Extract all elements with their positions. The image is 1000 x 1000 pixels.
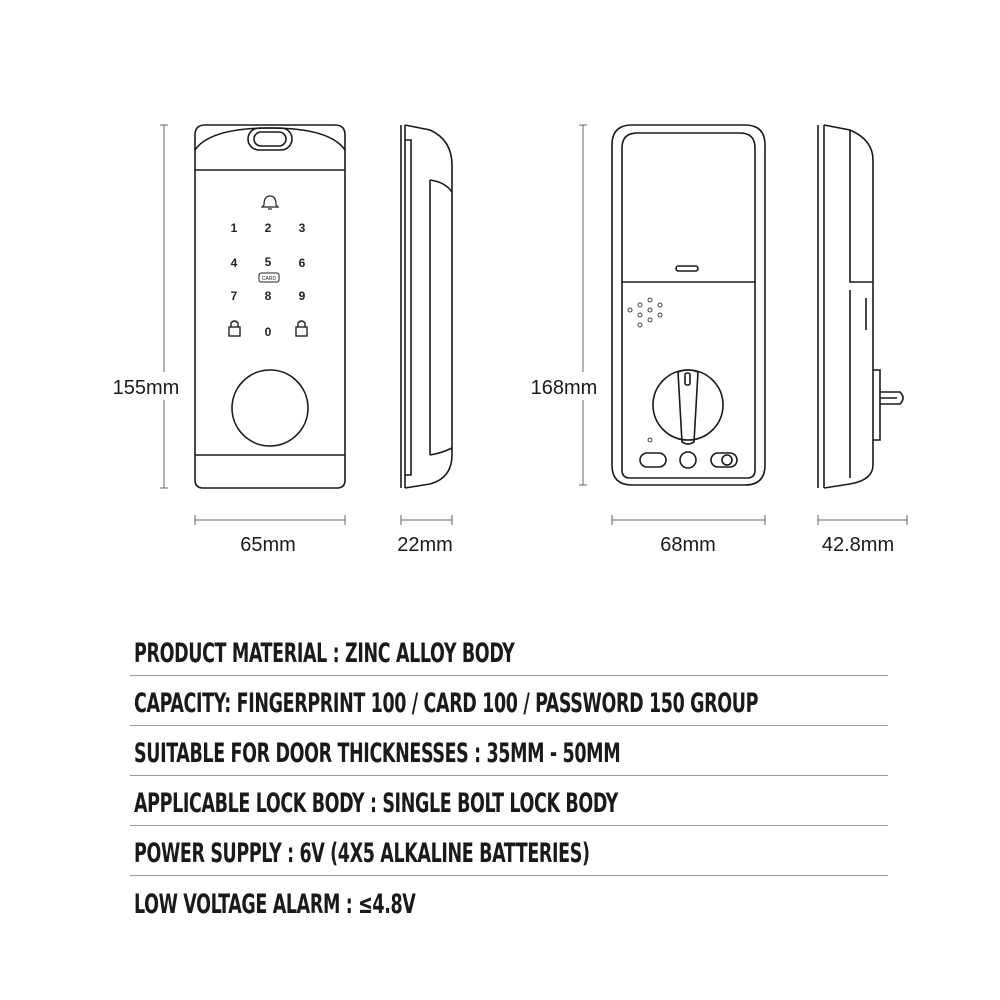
spec-material: PRODUCT MATERIAL : ZINC ALLOY BODY bbox=[134, 638, 515, 669]
spec-row bbox=[130, 626, 888, 676]
spec-list bbox=[130, 626, 888, 926]
back-height-label: 168mm bbox=[530, 377, 598, 399]
front-view bbox=[195, 125, 345, 488]
key-6: 6 bbox=[298, 256, 306, 270]
spec-row bbox=[130, 726, 888, 776]
dimension-lines bbox=[160, 125, 907, 525]
lock-left-icon bbox=[229, 321, 240, 336]
spec-row bbox=[130, 776, 888, 826]
door-knob-icon bbox=[232, 370, 308, 446]
spec-power-supply: POWER SUPPLY : 6V (4X5 ALKALINE BATTERIES) bbox=[134, 838, 590, 869]
back-view bbox=[612, 125, 765, 485]
spec-row bbox=[130, 676, 888, 726]
battery-cover-icon bbox=[622, 133, 755, 282]
spec-capacity: CAPACITY: FINGERPRINT 100 / CARD 100 / PASSWORD 150 GROUP bbox=[134, 688, 759, 719]
key-7: 7 bbox=[230, 289, 238, 303]
bell-icon bbox=[262, 196, 278, 209]
back-depth-label: 42.8mm bbox=[821, 534, 895, 556]
card-icon bbox=[259, 273, 279, 282]
front-side-view bbox=[401, 125, 452, 488]
front-width-label: 65mm bbox=[240, 534, 296, 556]
key-9: 9 bbox=[298, 289, 306, 303]
spec-door-thickness: SUITABLE FOR DOOR THICKNESSES : 35MM - 50MM bbox=[134, 738, 621, 769]
key-2: 2 bbox=[264, 221, 272, 235]
key-4: 4 bbox=[230, 256, 238, 270]
usb-port-icon bbox=[680, 452, 696, 468]
lock-right-icon bbox=[296, 321, 307, 336]
spec-row bbox=[130, 826, 888, 876]
back-width-label: 68mm bbox=[660, 534, 716, 556]
indicator-dot-icon bbox=[648, 438, 652, 442]
spec-row bbox=[130, 876, 888, 926]
card-label: CARD bbox=[261, 276, 277, 282]
key-3: 3 bbox=[298, 221, 306, 235]
button-left-icon bbox=[640, 453, 666, 467]
key-0: 0 bbox=[264, 325, 272, 339]
key-8: 8 bbox=[264, 289, 272, 303]
spec-lock-body: APPLICABLE LOCK BODY : SINGLE BOLT LOCK BODY bbox=[134, 788, 618, 819]
thumb-turn-icon bbox=[653, 370, 723, 440]
front-height-label: 155mm bbox=[112, 377, 180, 399]
key-5: 5 bbox=[264, 255, 272, 269]
front-depth-label: 22mm bbox=[397, 534, 453, 556]
speaker-grille-icon bbox=[628, 298, 662, 327]
key-1: 1 bbox=[230, 221, 238, 235]
spec-low-voltage: LOW VOLTAGE ALARM : ≤4.8V bbox=[134, 889, 416, 920]
back-side-view bbox=[818, 125, 903, 488]
